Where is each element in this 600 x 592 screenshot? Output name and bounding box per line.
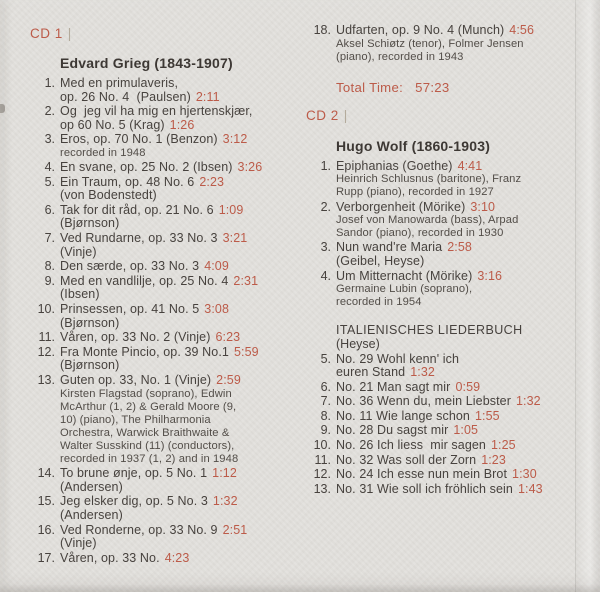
track-time: 4:09 (204, 259, 229, 274)
track-line: Sandor (piano), recorded in 1930 (336, 227, 504, 240)
track-number: 11. (38, 330, 55, 345)
track-time: 1:32 (516, 394, 541, 409)
track-line: recorded in 1954 (336, 296, 422, 309)
track-line: Fra Monte Pincio, op. 39 No.1 5:59 (60, 344, 259, 359)
track-row (306, 483, 588, 497)
track-text (60, 374, 304, 466)
track-time: 1:43 (517, 481, 543, 496)
track-row (30, 77, 304, 104)
track-number: 15. (37, 494, 55, 509)
track-line: (Bjørnson) (60, 358, 120, 373)
page-shadow (0, 584, 600, 592)
track-row (30, 346, 304, 373)
track-line: To brune ønje, op. 5 No. 1 1:12 (60, 466, 237, 481)
track-line: recorded in 1948 (60, 146, 146, 159)
track-line: Orchestra, Warwick Braithwaite & (60, 426, 230, 439)
track-row (30, 467, 304, 494)
track-row (30, 331, 304, 345)
track-time: 1:09 (218, 202, 244, 217)
track-line: No. 31 Wie soll ich fröhlich sein 1:43 (336, 481, 543, 496)
track-time: 1:26 (169, 117, 195, 132)
track-time: 4:56 (509, 23, 534, 37)
track-text (60, 552, 304, 566)
track-line: Guten op. 33, No. 1 (Vinje) 2:59 (60, 372, 241, 387)
track-row (30, 105, 304, 132)
total-time-row (336, 80, 588, 96)
track-text (60, 105, 304, 132)
track-text (60, 133, 304, 160)
track-text (336, 201, 588, 241)
track-row (30, 495, 304, 522)
track-number: 16. (37, 522, 55, 537)
track-line: Um Mitternacht (Mörike) 3:16 (336, 268, 503, 283)
track-line: (Andersen) (60, 479, 123, 494)
track-text (60, 346, 304, 373)
track-text (60, 275, 304, 302)
track-line: Rupp (piano), recorded in 1927 (336, 186, 494, 199)
track-row (30, 524, 304, 551)
track-line: Udfarten, op. 9 No. 4 (Munch) 4:56 (336, 23, 534, 37)
track-line: Aksel Schiøtz (tenor), Folmer Jensen (336, 37, 524, 50)
track-number: 13. (313, 481, 331, 496)
track-line: Og jeg vil ha mig en hjertenskjær, (60, 104, 253, 119)
track-row (306, 241, 588, 268)
track-row (306, 270, 588, 310)
track-text (60, 331, 304, 345)
track-time: 2:59 (216, 372, 241, 387)
track-number: 13. (37, 372, 55, 387)
track-number: 14. (37, 466, 55, 481)
track-line: No. 24 Ich esse nun mein Brot 1:30 (336, 467, 537, 482)
track-text (336, 410, 588, 424)
track-line: Heinrich Schlusnus (baritone), Franz (336, 173, 522, 186)
cd-label-bar: | (343, 107, 348, 123)
track-text (336, 241, 588, 268)
track-row (30, 260, 304, 274)
track-line: No. 21 Man sagt mir 0:59 (336, 379, 481, 394)
track-time: 4:23 (164, 550, 190, 565)
page-fold (575, 0, 600, 592)
track-time: 1:55 (475, 408, 500, 423)
cd1-label-text: CD 1 (30, 26, 63, 41)
track-time: 1:12 (212, 466, 237, 481)
track-time: 3:21 (222, 231, 248, 246)
cd2-track-list (306, 160, 588, 310)
track-line: En svane, op. 25 No. 2 (Ibsen) 3:26 (60, 160, 263, 175)
track-text (60, 232, 304, 259)
track-line: Ved Ronderne, op. 33 No. 9 2:51 (60, 522, 248, 537)
track-line: (Vinje) (60, 244, 97, 259)
track-time: 0:59 (455, 379, 481, 394)
track-row (306, 160, 588, 200)
cd1-column (30, 26, 304, 566)
track-line: Kirsten Flagstad (soprano), Edwin (60, 387, 232, 400)
track-line: op 60 No. 5 (Krag) 1:26 (60, 117, 195, 132)
track-text (336, 424, 588, 438)
track-number: 12. (313, 467, 331, 482)
track-line: No. 28 Du sagst mir 1:05 (336, 423, 479, 438)
track-number: 3. (44, 132, 55, 147)
track-time: 4:41 (457, 158, 483, 173)
track-time: 3:12 (222, 132, 248, 147)
track-line: No. 32 Was soll der Zorn 1:23 (336, 452, 506, 467)
track-time: 2:51 (222, 522, 248, 537)
track-row (306, 353, 588, 380)
track-line: Epiphanias (Goethe) 4:41 (336, 158, 483, 173)
track-line: Eros, op. 70 No. 1 (Benzon) 3:12 (60, 132, 248, 147)
track-line: Med en primulaveris, (60, 76, 179, 90)
track-line: Ved Rundarne, op. 33 No. 3 3:21 (60, 231, 248, 246)
cd2-section-track-list (306, 353, 588, 497)
track-text (60, 303, 304, 330)
track-number: 4. (44, 160, 55, 175)
track-text (60, 161, 304, 175)
track-text (336, 483, 588, 497)
cd2-label (306, 108, 588, 124)
track-number: 1. (44, 76, 55, 90)
track-number: 1. (320, 158, 331, 173)
track-line: No. 11 Wie lange schon 1:55 (336, 408, 500, 423)
track-text (336, 160, 588, 200)
track-row (30, 552, 304, 566)
track-line: (Bjørnson) (60, 315, 120, 330)
track-line: Nun wand're Maria 2:58 (336, 240, 472, 255)
track-line: Germaine Lubin (soprano), (336, 283, 473, 296)
track-text (60, 495, 304, 522)
track-time: 5:59 (233, 344, 259, 359)
track-time: 2:31 (233, 273, 259, 288)
track-row (30, 161, 304, 175)
track-time: 1:30 (512, 467, 537, 482)
track-number: 6. (320, 379, 331, 394)
track-line: Prinsessen, op. 41 No. 5 3:08 (60, 302, 230, 316)
track-line: 10) (piano), The Philharmonia (60, 413, 211, 426)
track-time: 1:32 (212, 494, 238, 509)
track-text (336, 353, 588, 380)
track-row (30, 133, 304, 160)
track-number: 5. (44, 174, 55, 189)
track-line: (Vinje) (60, 536, 97, 551)
track-row (306, 24, 588, 64)
track-row (306, 424, 588, 438)
track-number: 17. (37, 550, 55, 565)
track-row (306, 468, 588, 482)
track-row (306, 439, 588, 453)
track-number: 8. (320, 408, 331, 423)
track-number: 8. (44, 259, 55, 274)
track-number: 2. (320, 199, 331, 214)
cd1-label (30, 26, 304, 42)
track-line: recorded in 1937 (1, 2) and in 1948 (60, 453, 239, 466)
track-text (60, 204, 304, 231)
track-time: 3:26 (237, 160, 263, 175)
track-number: 9. (44, 273, 55, 288)
track-text (336, 454, 588, 468)
track-line: Jeg elsker dig, op. 5 No. 3 1:32 (60, 494, 238, 509)
total-time-label: Total Time: (336, 79, 404, 95)
track-line: (Bjørnson) (60, 216, 120, 231)
track-text (336, 439, 588, 453)
track-text (60, 260, 304, 274)
track-time: 3:10 (470, 199, 496, 214)
track-row (30, 176, 304, 203)
track-text (60, 176, 304, 203)
track-line: No. 36 Wenn du, mein Liebster 1:32 (336, 394, 541, 409)
track-line: Tak for dit råd, op. 21 No. 6 1:09 (60, 202, 244, 217)
track-time: 2:58 (447, 240, 472, 255)
track-text (60, 467, 304, 494)
cd2-column (306, 24, 588, 497)
track-time: 1:32 (410, 365, 435, 380)
composer-heading-grieg: Edvard Grieg (1843-1907) (60, 55, 233, 71)
track-row (30, 303, 304, 330)
track-line: Verborgenheit (Mörike) 3:10 (336, 199, 496, 214)
track-line: No. 26 Ich liess mir sagen 1:25 (336, 438, 516, 453)
track-text (60, 524, 304, 551)
track-number: 3. (320, 240, 331, 255)
track-number: 7. (320, 394, 331, 409)
track-line: Walter Susskind (11) (conductors), (60, 439, 235, 452)
track-line: (piano), recorded in 1943 (336, 50, 464, 63)
section-title: ITALIENISCHES LIEDERBUCH (336, 323, 523, 338)
track-time: 2:23 (199, 174, 225, 189)
cd-label-bar: | (67, 26, 72, 41)
track-line: op. 26 No. 4 (Paulsen) 2:11 (60, 89, 220, 104)
track-row (30, 275, 304, 302)
track-text (336, 381, 588, 395)
track-time: 6:23 (215, 330, 241, 345)
track-number: 11. (314, 452, 331, 467)
track-line: euren Stand 1:32 (336, 365, 435, 380)
track-line: (Andersen) (60, 507, 123, 522)
composer-heading-wolf: Hugo Wolf (1860-1903) (336, 137, 491, 154)
track-number: 6. (44, 202, 55, 217)
track-time: 2:11 (195, 89, 220, 104)
track-number: 7. (44, 231, 55, 246)
track-text (336, 270, 588, 310)
track-row (30, 204, 304, 231)
track-line: McArthur (1, 2) & Gerald Moore (9, (60, 400, 237, 413)
track-time: 1:23 (481, 452, 506, 467)
track-line: Den særde, op. 33 No. 3 4:09 (60, 259, 229, 274)
track-row (30, 232, 304, 259)
track-time: 1:25 (490, 438, 516, 453)
track-text (336, 468, 588, 482)
cd1-continued-track-list (306, 24, 588, 64)
track-line: No. 29 Wohl kenn' ich (336, 351, 460, 366)
track-line: Våren, op. 33 No. 4:23 (60, 550, 190, 565)
track-text (336, 395, 588, 409)
track-line: Våren, op. 33 No. 2 (Vinje) 6:23 (60, 330, 241, 345)
track-row (30, 374, 304, 466)
track-number: 2. (44, 104, 55, 119)
track-time: 3:08 (204, 302, 230, 316)
track-line: Josef von Manowarda (bass), Arpad (336, 214, 519, 227)
track-number: 18. (313, 23, 331, 37)
track-text (60, 77, 304, 104)
track-number: 10. (37, 302, 55, 316)
total-time-value: 57:23 (415, 79, 450, 95)
track-row (306, 395, 588, 409)
track-line: (Geibel, Heyse) (336, 253, 425, 268)
track-row (306, 201, 588, 241)
track-line: Med en vandlilje, op. 25 No. 4 2:31 (60, 273, 259, 288)
track-text (336, 24, 588, 64)
track-row (306, 381, 588, 395)
cd2-label-text: CD 2 (306, 107, 339, 123)
track-line: (Ibsen) (60, 287, 100, 302)
song-cycle-heading (336, 324, 588, 351)
track-number: 10. (313, 438, 331, 453)
track-number: 5. (320, 351, 331, 366)
cd1-track-list (30, 77, 304, 565)
track-row (306, 454, 588, 468)
track-time: 3:16 (477, 268, 503, 283)
track-row (306, 410, 588, 424)
scan-artifact (0, 104, 5, 113)
track-line: (von Bodenstedt) (60, 188, 157, 203)
track-line: Ein Traum, op. 48 No. 6 2:23 (60, 174, 225, 189)
track-time: 1:05 (453, 423, 479, 438)
track-number: 4. (320, 268, 331, 283)
section-subtitle: (Heyse) (336, 336, 380, 351)
track-number: 9. (320, 423, 331, 438)
track-number: 12. (37, 344, 55, 359)
